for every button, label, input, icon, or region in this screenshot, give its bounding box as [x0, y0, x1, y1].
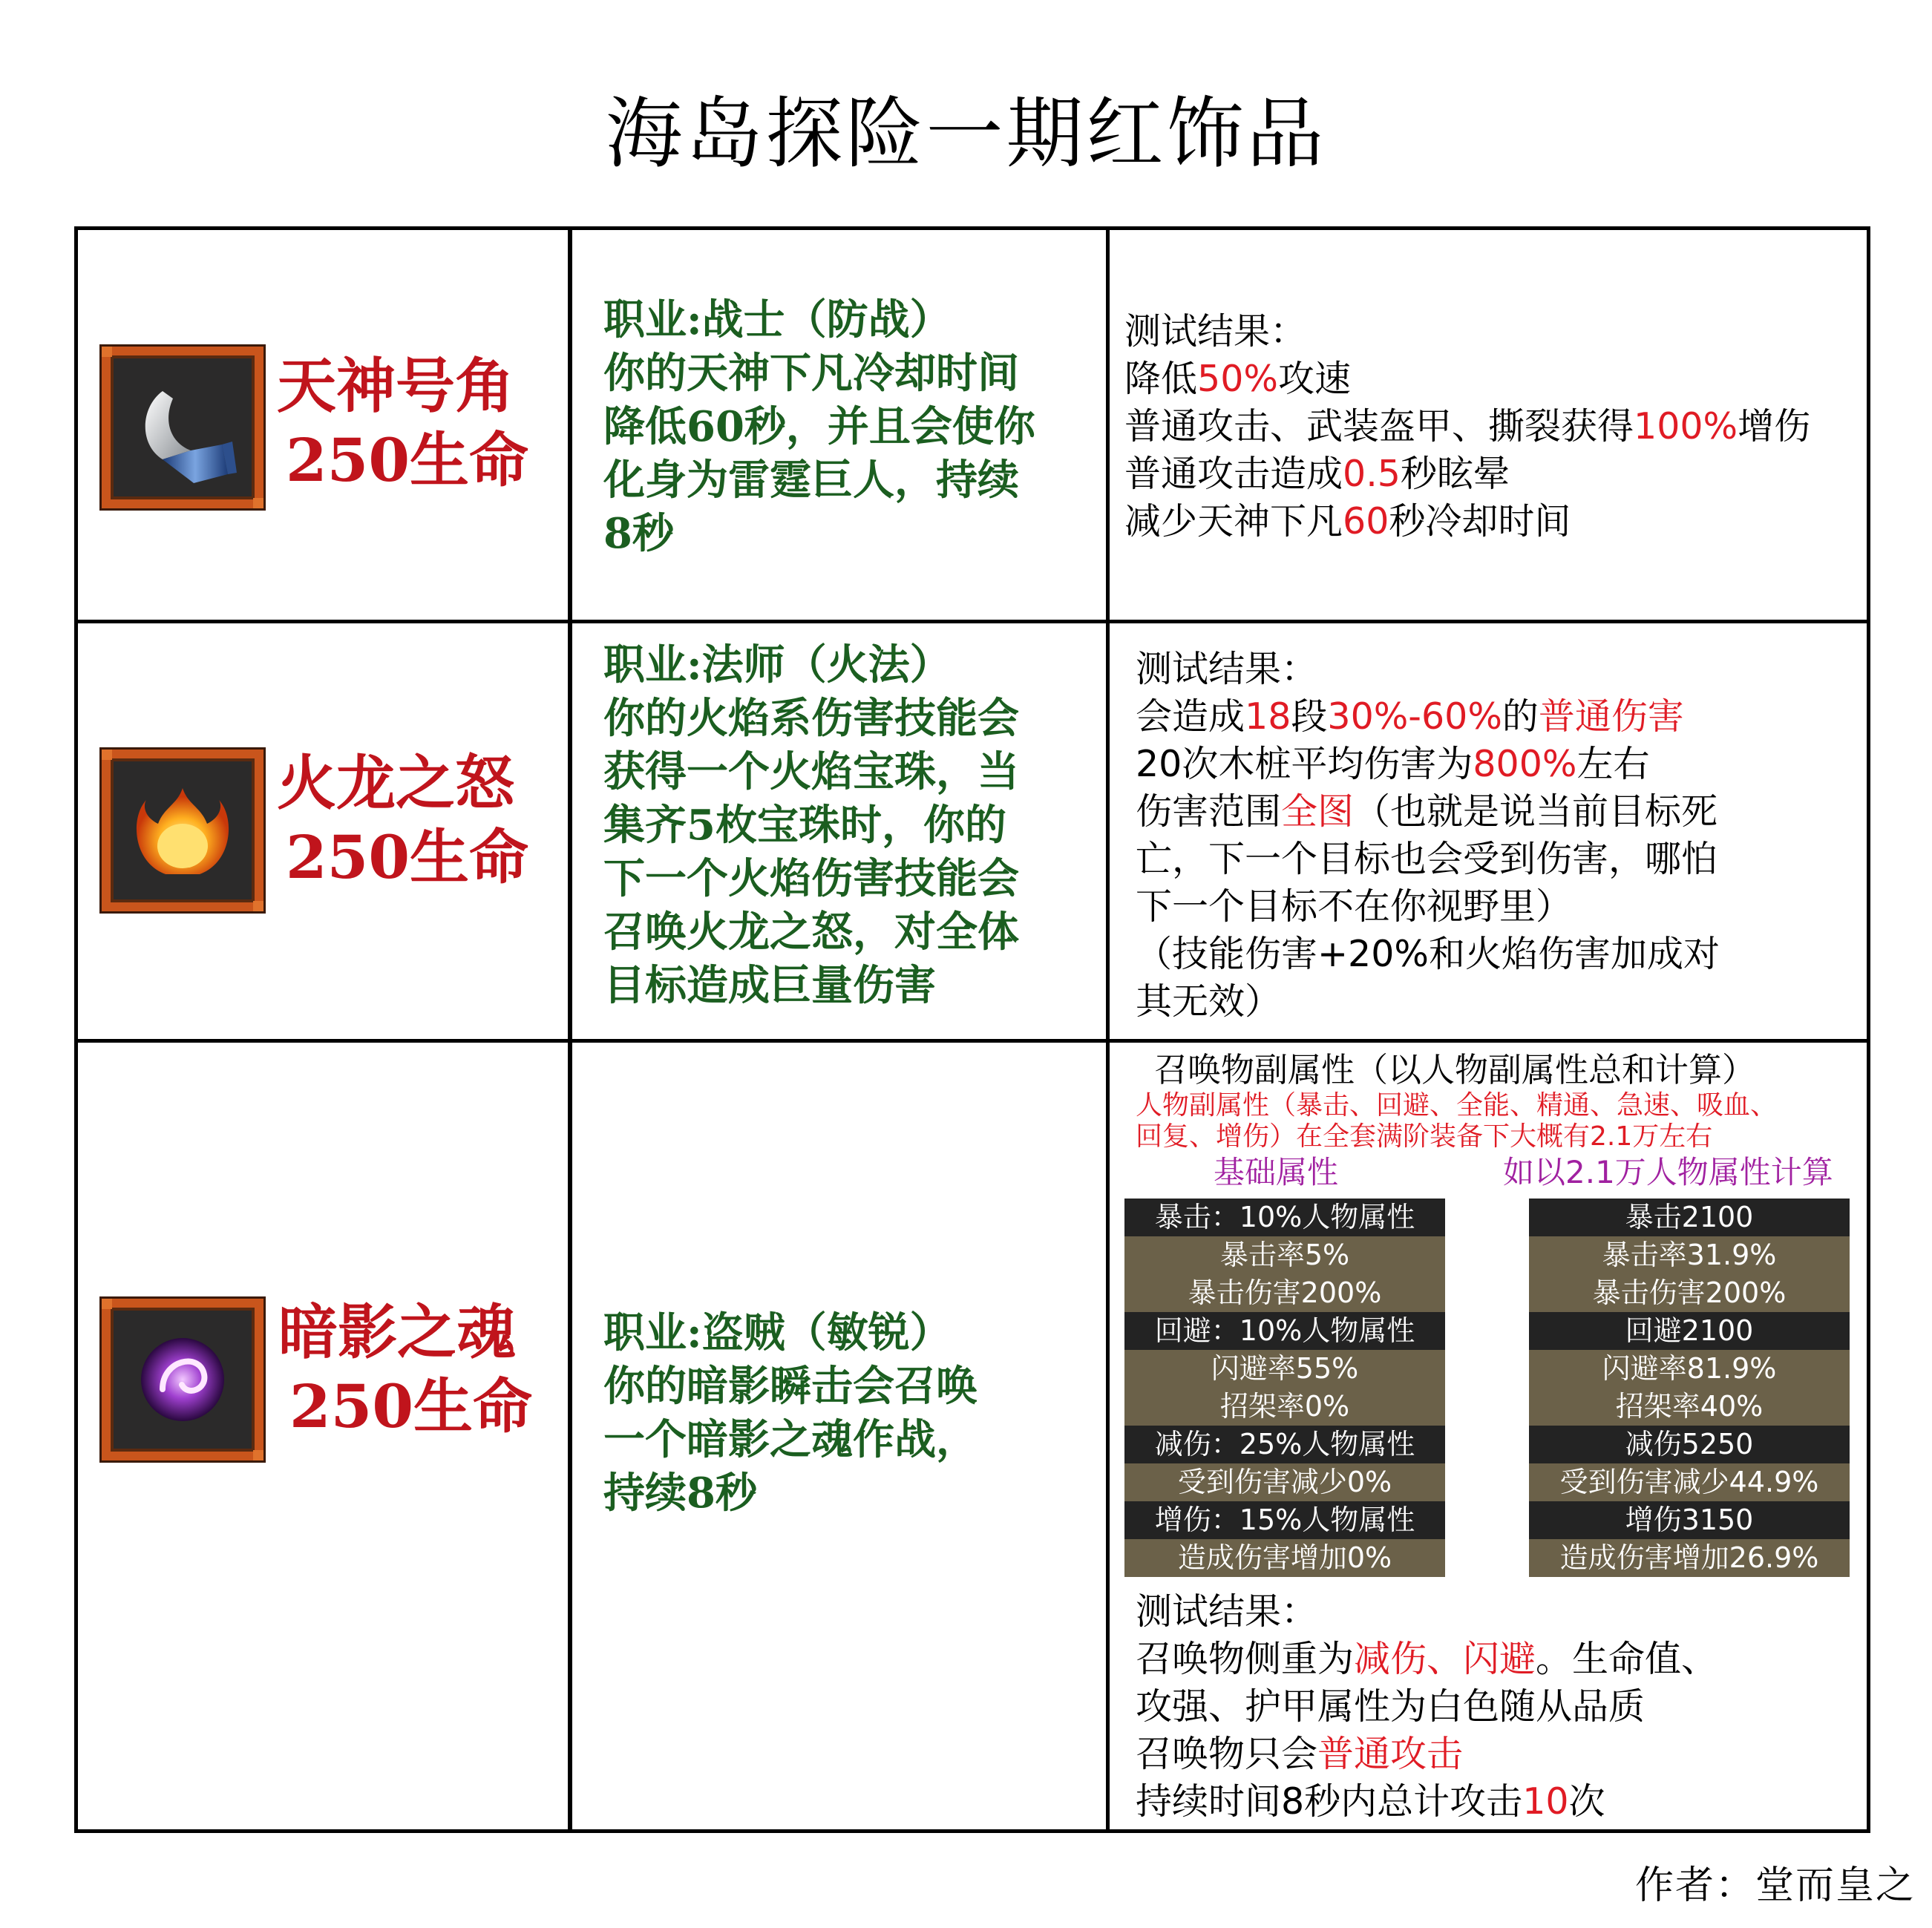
description-line: 职业:盗贼（敏锐）	[603, 1308, 952, 1357]
result-line	[1136, 1778, 1717, 1826]
author-credit: 作者：堂而皇之	[1634, 1863, 1916, 1908]
result-text: 伤害范围	[1136, 790, 1282, 833]
result-text: 秒眩晕	[1400, 453, 1510, 495]
table-row	[78, 230, 1867, 620]
description-line: 8秒	[603, 509, 674, 558]
description-line: 你的火焰系伤害技能会	[603, 694, 1019, 743]
item-name: 火龙之怒	[277, 748, 514, 818]
stat-row: 回避2100	[1529, 1312, 1850, 1350]
highlight-text: 普通伤害	[1538, 695, 1684, 738]
summon-attr-note: 人物副属性（暴击、回避、全能、精通、急速、吸血、	[1136, 1090, 1778, 1121]
stat-row: 招架率0%	[1124, 1388, 1445, 1426]
result-text: 20次木桩平均伤害为	[1136, 743, 1473, 785]
description-line: 目标造成巨量伤害	[603, 961, 936, 1010]
summon-attr-note: 回复、增伤）在全套满阶装备下大概有2.1万左右	[1136, 1121, 1713, 1152]
result-text: 测试结果：	[1124, 310, 1307, 353]
highlight-text: 60	[1343, 500, 1389, 542]
stat-row: 受到伤害减少0%	[1124, 1463, 1445, 1501]
result-text: 攻强、护甲属性为白色随从品质	[1136, 1685, 1646, 1728]
highlight-text: 50%	[1197, 358, 1278, 400]
stat-row: 暴击率5%	[1124, 1236, 1445, 1274]
fire-orb-icon	[111, 758, 255, 902]
result-text: 下一个目标不在你视野里）	[1136, 885, 1573, 928]
result-text: （也就是说当前目标死	[1354, 790, 1718, 833]
stat-row: 受到伤害减少44.9%	[1529, 1463, 1850, 1501]
item-icon-frame	[102, 750, 263, 911]
stat-row: 暴击伤害200%	[1124, 1274, 1445, 1312]
description-line: 化身为雷霆巨人，持续	[603, 456, 1019, 505]
description-line: 获得一个火焰宝珠，当	[603, 747, 1019, 796]
highlight-text: 普通攻击	[1317, 1733, 1464, 1775]
stat-row: 减伤5250	[1529, 1426, 1850, 1463]
item-icon-frame	[102, 1299, 263, 1460]
result-text: 其无效）	[1136, 980, 1282, 1023]
result-line	[1136, 741, 1720, 788]
stat-row: 造成伤害增加0%	[1124, 1539, 1445, 1577]
result-text: 减少天神下凡	[1124, 500, 1343, 542]
result-text: 召唤物只会	[1136, 1733, 1318, 1775]
stat-row: 减伤：25%人物属性	[1124, 1426, 1445, 1463]
description-line: 集齐5枚宝珠时，你的	[603, 801, 1006, 850]
item-icon-frame	[102, 347, 263, 508]
description-line: 一个暗影之魂作战，	[603, 1415, 978, 1464]
result-text: 次	[1568, 1780, 1605, 1823]
stat-row: 增伤：15%人物属性	[1124, 1501, 1445, 1539]
stat-row: 闪避率81.9%	[1529, 1350, 1850, 1388]
result-line	[1136, 1731, 1717, 1778]
item-hp: 250生命	[289, 1371, 532, 1441]
base-attr-table	[1124, 1199, 1445, 1577]
items-table	[74, 226, 1870, 1833]
stat-row: 暴击：10%人物属性	[1124, 1199, 1445, 1236]
result-text: 。生命值、	[1536, 1638, 1718, 1680]
highlight-text: 18	[1245, 695, 1291, 738]
result-text: 攻速	[1277, 358, 1351, 400]
result-text: 持续时间8秒内总计攻击	[1136, 1780, 1523, 1823]
result-line	[1124, 498, 1810, 545]
result-line	[1136, 883, 1720, 931]
highlight-text: 全图	[1281, 790, 1355, 833]
result-text: 测试结果：	[1136, 1590, 1318, 1633]
stat-row: 招架率40%	[1529, 1388, 1850, 1426]
table-row	[78, 1043, 1867, 1829]
stat-row: 造成伤害增加26.9%	[1529, 1539, 1850, 1577]
test-result	[1136, 646, 1720, 1026]
test-result	[1136, 1588, 1717, 1826]
highlight-text: 100%	[1634, 405, 1738, 447]
item-hp: 250生命	[286, 822, 528, 892]
stat-row: 增伤3150	[1529, 1501, 1850, 1539]
item-description	[603, 293, 1086, 560]
description-line: 你的暗影瞬击会召唤	[603, 1362, 978, 1411]
test-result	[1124, 308, 1810, 545]
description-line: 降低60秒，并且会使你	[603, 402, 1035, 451]
description-line: 你的天神下凡冷却时间	[603, 349, 1019, 398]
result-line	[1136, 646, 1720, 693]
result-text: 增伤	[1738, 405, 1811, 447]
result-text: 降低	[1124, 358, 1198, 400]
result-line	[1124, 355, 1810, 403]
result-text: 普通攻击造成	[1124, 453, 1343, 495]
result-line	[1136, 1683, 1717, 1731]
result-text: 亡，下一个目标也会受到伤害，哪怕	[1136, 838, 1718, 880]
description-line: 职业:战士（防战）	[603, 295, 952, 344]
description-line: 下一个火焰伤害技能会	[603, 854, 1019, 903]
result-line	[1136, 931, 1720, 978]
result-text: 的	[1502, 695, 1539, 738]
summon-attr-heading: 召唤物副属性（以人物副属性总和计算）	[1154, 1050, 1756, 1089]
result-line	[1136, 693, 1720, 741]
item-description	[603, 1306, 1086, 1520]
description-line: 召唤火龙之怒，对全体	[603, 908, 1019, 957]
result-text: 普通攻击、武装盔甲、撕裂获得	[1124, 405, 1634, 447]
highlight-text: 0.5	[1343, 453, 1401, 495]
calc-attr-table	[1529, 1199, 1850, 1577]
item-name: 暗影之魂	[278, 1297, 516, 1367]
item-description	[603, 638, 1086, 1012]
result-text: 秒冷却时间	[1389, 500, 1571, 542]
result-text: 召唤物侧重为	[1136, 1638, 1355, 1680]
result-line	[1124, 403, 1810, 450]
stat-row: 暴击伤害200%	[1529, 1274, 1850, 1312]
result-line	[1136, 1588, 1717, 1636]
result-line	[1124, 308, 1810, 355]
base-attr-label: 基础属性	[1214, 1154, 1339, 1190]
result-line	[1136, 1636, 1717, 1683]
highlight-text: 800%	[1473, 743, 1577, 785]
description-line: 职业:法师（火法）	[603, 640, 952, 689]
item-name: 天神号角	[277, 351, 514, 421]
highlight-text: 10	[1522, 1780, 1569, 1823]
page-title: 海岛探险一期红饰品	[605, 88, 1327, 179]
result-text: 左右	[1576, 743, 1650, 785]
stat-row: 暴击2100	[1529, 1199, 1850, 1236]
result-line	[1136, 788, 1720, 836]
result-text: （技能伤害+20%和火焰伤害加成对	[1136, 933, 1720, 975]
highlight-text: 减伤、闪避	[1354, 1638, 1536, 1680]
result-line	[1136, 836, 1720, 883]
calc-attr-label: 如以2.1万人物属性计算	[1503, 1154, 1833, 1190]
result-text: 会造成	[1136, 695, 1245, 738]
table-row	[78, 623, 1867, 1039]
item-hp: 250生命	[286, 425, 528, 495]
shadow-orb-icon	[111, 1308, 255, 1452]
horn-icon	[111, 355, 255, 499]
stat-row: 闪避率55%	[1124, 1350, 1445, 1388]
stat-row: 回避：10%人物属性	[1124, 1312, 1445, 1350]
result-text: 段	[1291, 695, 1328, 738]
highlight-text: 30%-60%	[1327, 695, 1502, 738]
stat-row: 暴击率31.9%	[1529, 1236, 1850, 1274]
result-line	[1136, 978, 1720, 1026]
result-line	[1124, 450, 1810, 498]
description-line: 持续8秒	[603, 1469, 757, 1518]
result-text: 测试结果：	[1136, 648, 1318, 690]
